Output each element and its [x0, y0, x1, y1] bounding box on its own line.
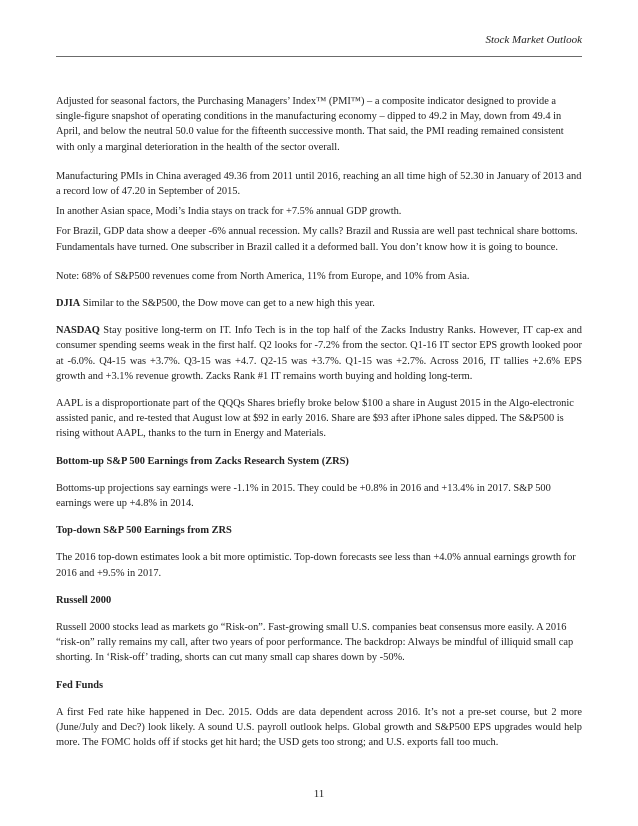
running-header: Stock Market Outlook [485, 34, 582, 46]
djia-text: Similar to the S&P500, the Dow move can get to a new high this year. [80, 298, 375, 310]
nasdaq-lead: NASDAQ [56, 325, 100, 337]
heading-russell: Russell 2000 [56, 594, 112, 606]
header-divider [56, 56, 582, 57]
heading-top-down: Top-down S&P 500 Earnings from ZRS [56, 525, 232, 537]
paragraph-top-down: The 2016 top-down estimates look a bit more optimistic. Top-down forecasts see less than +4.0% annual earnings growth for 2016 and +9.5% in 2017. [56, 552, 576, 579]
djia-lead: DJIA [56, 298, 81, 310]
heading-bottom-up: Bottom-up S&P 500 Earnings from Zacks Research System (ZRS) [56, 455, 349, 467]
page-number: 11 [313, 788, 325, 800]
paragraph-aapl: AAPL is a disproportionate part of the QQQs Shares briefly broke below $100 a share in August 2015 in the Algo-electronic assisted panic, and re-tested that August low at $92 in early 2016. Share are $93 after iPhone sales dipped. The S&P500 is rising without AAPL, thanks to the turn in Energy and Materials. [56, 398, 574, 440]
paragraph-fed: A first Fed rate hike happened in Dec. 2015. Odds are data dependent across 2016. It’s not a pre-set course, but 2 more (June/July and Dec?) look likely. A sound U.S. payroll outlook helps. Global growth and S&P500 EPS upgrades would help more. The FOMC holds off if stocks get hit hard; the USD gets too strong; and U.S. exports fall too much. [56, 706, 582, 749]
document-body [56, 94, 582, 751]
paragraph-djia [56, 296, 582, 311]
paragraph-russell: Russell 2000 stocks lead as markets go “Risk-on”. Fast-growing small U.S. companies beat consensus more easily. A 2016 “risk-on” rally remains my call, after two years of poor performance. The backdrop: Always be mindful of illiquid small cap shorting. In ‘Risk-off’ trading, shorts can cut many small cap shares down by -50%. [56, 622, 574, 664]
paragraph-pmi: Adjusted for seasonal factors, the Purchasing Managers’ Index™ (PMI™) – a composite indicator designed to provide a single-figure snapshot of operating conditions in the manufacturing economy – dipped to 49.2 in May, down from 49.4 in April, and below the neutral 50.0 value for the fifteenth successive month. That said, the PMI reading remained consistent with only a marginal deterioration in the health of the sector overall. [56, 96, 564, 153]
paragraph-nasdaq [56, 323, 582, 384]
paragraph-china: Manufacturing PMIs in China averaged 49.36 from 2011 until 2016, reaching an all time high of 52.30 in January of 2013 and a record low of 47.20 in September of 2015. [56, 170, 582, 198]
paragraph-bottom-up: Bottoms-up projections say earnings were -1.1% in 2015. They could be +0.8% in 2016 and +13.4% in 2017. S&P 500 earnings were up +4.8% in 2014. [56, 482, 551, 510]
paragraph-note: Note: 68% of S&P500 revenues come from North America, 11% from Europe, and 10% from Asia. [56, 270, 470, 282]
paragraph-india: In another Asian space, Modi’s India stays on track for +7.5% annual GDP growth. [56, 206, 402, 218]
nasdaq-text: Stay positive long-term on IT. Info Tech is in the top half of the Zacks Industry Ranks. However, IT cap-ex and consumer spending seems weak in the first half. Q2 looks for -7.2% from the sector. Q1-16 IT sector EPS growth looked poor at -6.0%. Q4-15 was +3.7%. Q3-15 was +4.7. Q2-15 was +3.7%. Q1-15 was +2.7%. Across 2016, IT tallies +2.6% EPS growth and +3.1% revenue growth. Zacks Rank #1 IT remains worth buying and holding long-term. [56, 325, 582, 382]
paragraph-brazil: For Brazil, GDP data show a deeper -6% annual recession. My calls? Brazil and Russia are well past technical share bottoms. Fundamentals have turned. One subscriber in Brazil called it a deformed ball. You don’t know how it is going to bounce. [56, 226, 578, 253]
heading-fed: Fed Funds [56, 679, 104, 691]
